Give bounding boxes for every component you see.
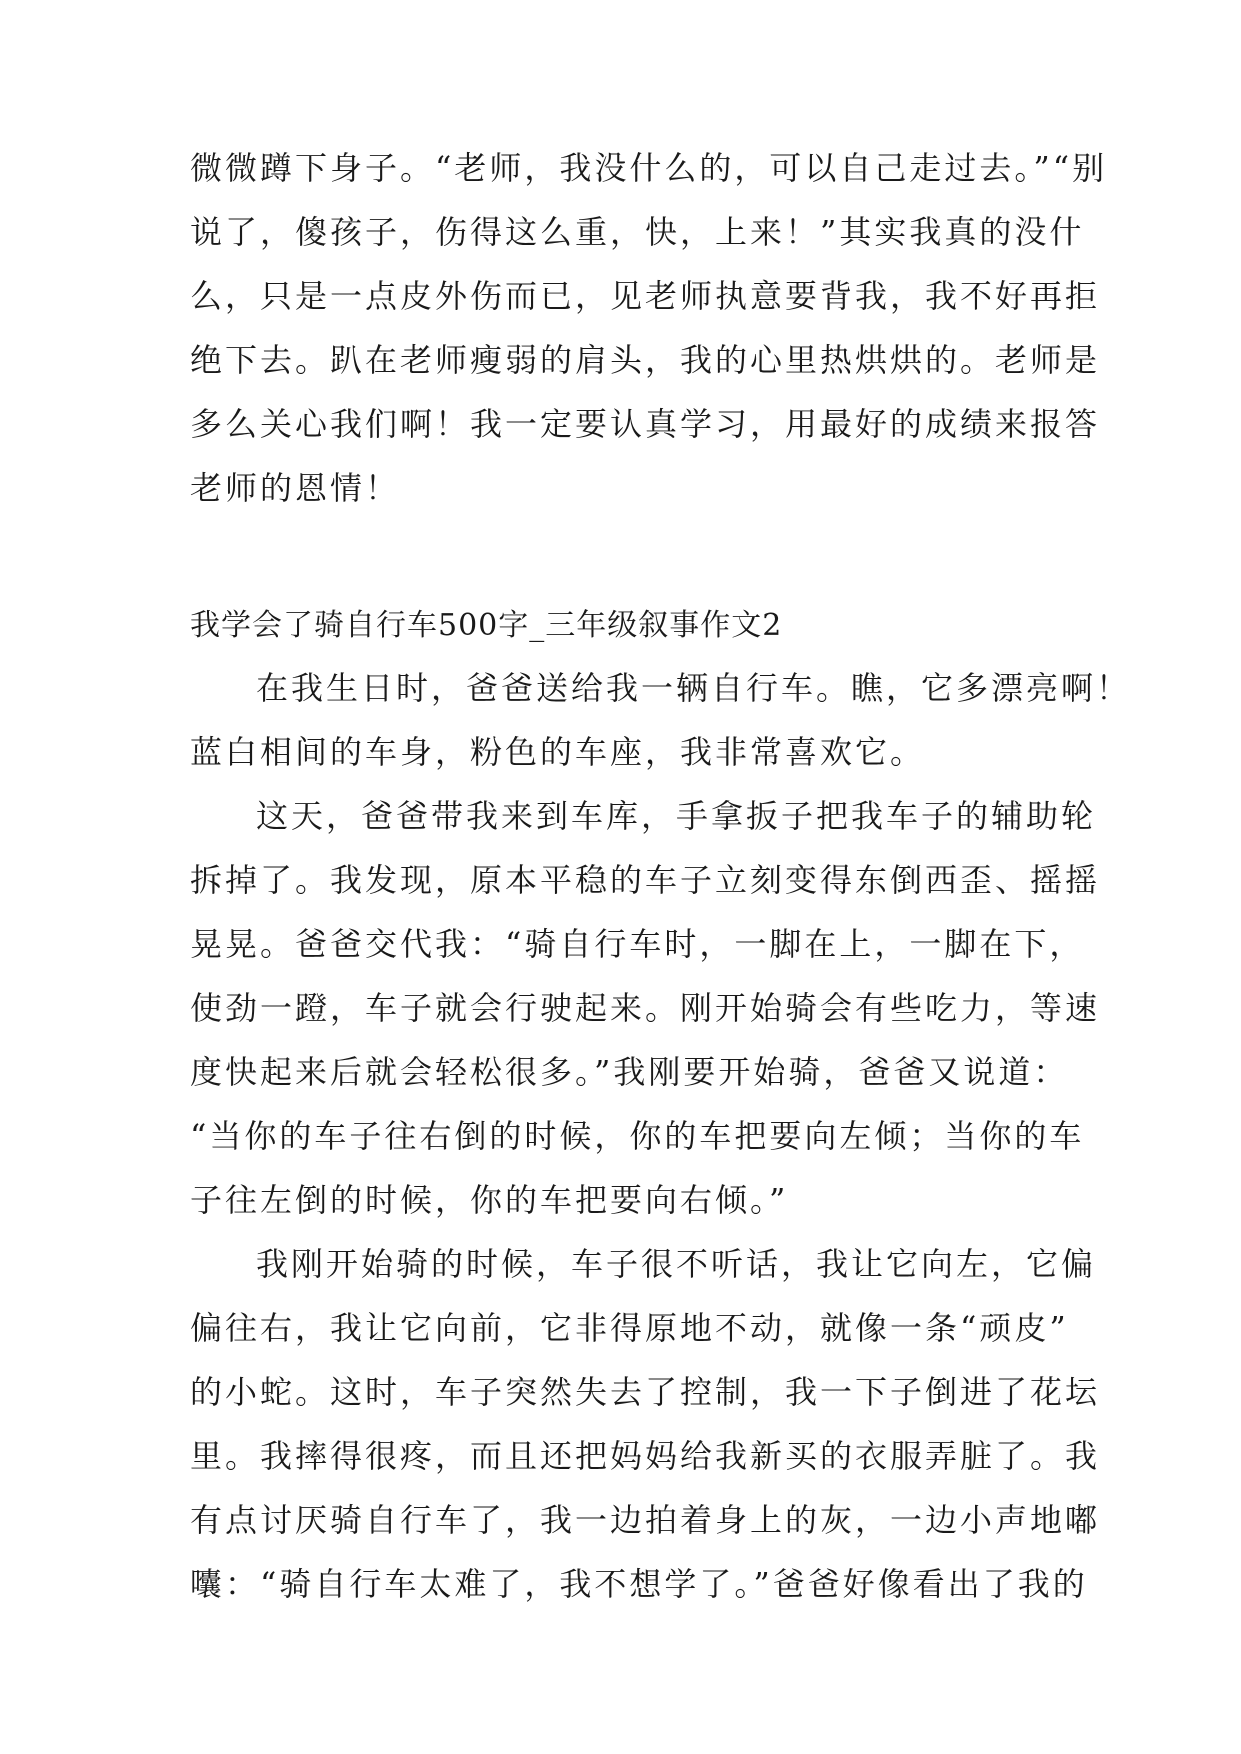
previous-story-ending <box>190 136 1108 520</box>
text-line: 这天，爸爸带我来到车库，手拿扳子把我车子的辅助轮 <box>256 797 1097 835</box>
article-body <box>190 656 1132 1616</box>
text-line: 老师的恩情！ <box>190 469 401 507</box>
text-line: 微微蹲下身子。“老师，我没什么的，可以自己走过去。”“别 <box>190 149 1108 187</box>
paragraph-3 <box>190 1232 1101 1616</box>
text-line: 在我生日时，爸爸送给我一辆自行车。瞧，它多漂亮啊！ <box>256 669 1132 707</box>
text-line: 多么关心我们啊！我一定要认真学习，用最好的成绩来报答 <box>190 405 1101 443</box>
article-title: 我学会了骑自行车500字_三年级叙事作文2 <box>190 608 783 643</box>
text-line: 有点讨厌骑自行车了，我一边拍着身上的灰，一边小声地嘟 <box>190 1501 1101 1539</box>
text-line: 拆掉了。我发现，原本平稳的车子立刻变得东倒西歪、摇摇 <box>190 861 1101 899</box>
text-line: 度快起来后就会轻松很多。”我刚要开始骑，爸爸又说道： <box>190 1053 1069 1091</box>
text-line: 说了，傻孩子，伤得这么重，快，上来！”其实我真的没什 <box>190 213 1085 251</box>
text-line: 我刚开始骑的时候，车子很不听话，我让它向左，它偏 <box>256 1245 1097 1283</box>
text-line: 么，只是一点皮外伤而已，见老师执意要背我，我不好再拒 <box>190 277 1101 315</box>
paragraph-1 <box>190 656 1132 784</box>
text-line: 晃晃。爸爸交代我：“骑自行车时，一脚在上，一脚在下， <box>190 925 1085 963</box>
text-line: 里。我摔得很疼，而且还把妈妈给我新买的衣服弄脏了。我 <box>190 1437 1101 1475</box>
text-line: 使劲一蹬，车子就会行驶起来。刚开始骑会有些吃力，等速 <box>190 989 1101 1027</box>
text-line: 偏往右，我让它向前，它非得原地不动，就像一条“顽皮” <box>190 1309 1069 1347</box>
text-line: 囔：“骑自行车太难了，我不想学了。”爸爸好像看出了我的 <box>190 1565 1088 1603</box>
text-line: 绝下去。趴在老师瘦弱的肩头，我的心里热烘烘的。老师是 <box>190 341 1101 379</box>
text-line: 的小蛇。这时，车子突然失去了控制，我一下子倒进了花坛 <box>190 1373 1101 1411</box>
text-line: 蓝白相间的车身，粉色的车座，我非常喜欢它。 <box>190 733 926 771</box>
text-line: 子往左倒的时候，你的车把要向右倾。” <box>190 1181 789 1219</box>
text-line: “当你的车子往右倒的时候，你的车把要向左倾；当你的车 <box>190 1117 1085 1155</box>
paragraph-2 <box>190 784 1101 1232</box>
